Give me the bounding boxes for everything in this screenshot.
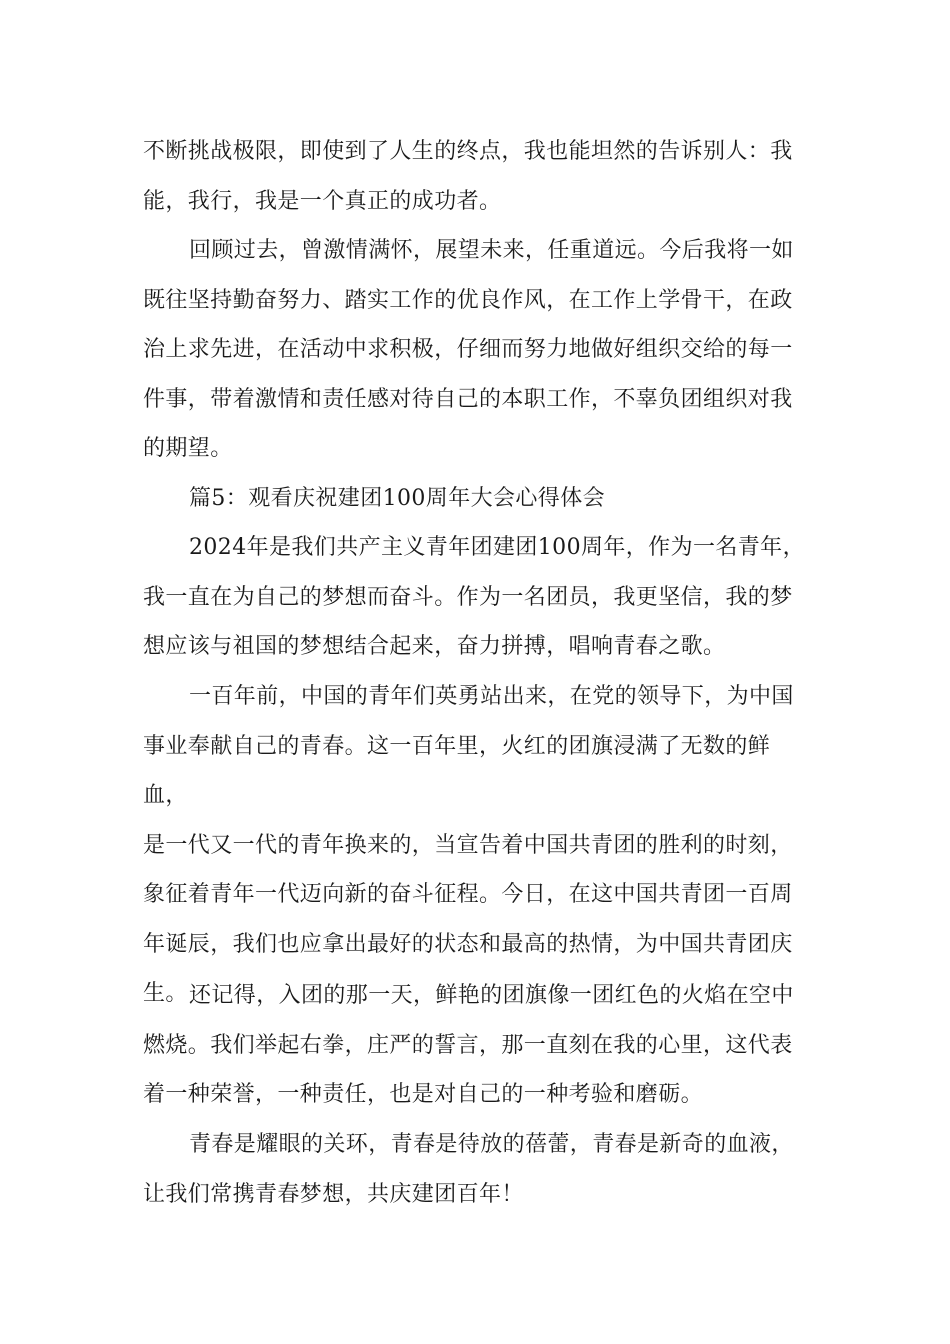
- section-heading: 篇5：观看庆祝建团100周年大会心得体会: [189, 486, 605, 511]
- paragraph-history: 一百年前，中国的青年们英勇站出来，在党的领导下，为中国 事业奉献自己的青春。这一百年里，火红的团旗浸满了无数的鲜血， 是一代又一代的青年换来的，当宣告着中国共青团的胜利的时刻， 象征着青年一代迈向新的奋斗征程。今日，在这中国共青团一百周 年诞辰，我们也应拿出最好的状态和最高的热情，为中国共青团庆 生。: [143, 684, 794, 1006]
- paragraph-review: 回顾过去，曾激情满怀，展望未来，任重道远。今后我将一如 既往坚持勤奋努力、踏实工作的优良作风，在工作上学骨干，在政 治上求先进，在活动中求积极，仔细而努力地做好组织交给的每一 件事，带着激情和责任感对待自己的本职工作，不辜负团组织对我 的期望。: [143, 238, 794, 461]
- paragraph-intro: 2024年是我们共产主义青年团建团100周年，作为一名青年， 我一直在为自己的梦想而奋斗。作为一名团员，我更坚信，我的梦 想应该与祖国的梦想结合起来，奋力拼搏，唱响青春之歌。: [143, 535, 805, 659]
- paragraph-memory: 还记得，入团的那一天，鲜艳的团旗像一团红色的火焰在空中 燃烧。我们举起右拳，庄严的誓言，那一直刻在我的心里，这代表 着一种荣誉，一种责任，也是对自己的一种考验和磨砺。: [143, 983, 794, 1107]
- paragraph-continuation: 不断挑战极限，即使到了人生的终点，我也能坦然的告诉别人：我 能，我行，我是一个真正的成功者。: [143, 139, 793, 214]
- paragraph-closing: 青春是耀眼的关环，青春是待放的蓓蕾，青春是新奇的血液， 让我们常携青春梦想，共庆建团百年！: [143, 1132, 794, 1207]
